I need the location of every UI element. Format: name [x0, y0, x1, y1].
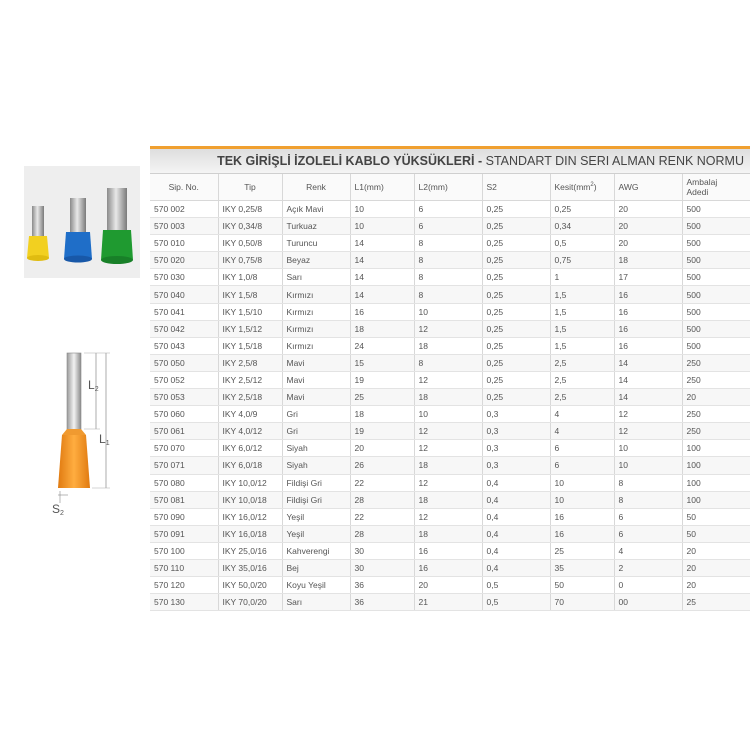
cell-awg: 14 [614, 389, 682, 406]
cell-s2: 0,5 [482, 594, 550, 611]
label-s2: S2 [52, 502, 64, 517]
cell-tip: IKY 6,0/18 [218, 457, 282, 474]
table-row [150, 440, 750, 457]
cell-ambalaj: 100 [682, 457, 750, 474]
cell-l2: 12 [414, 320, 482, 337]
cell-l2: 12 [414, 440, 482, 457]
spec-table [150, 174, 750, 611]
label-l2: L2 [88, 378, 99, 393]
cell-kesit: 10 [550, 474, 614, 491]
cell-l1: 18 [350, 320, 414, 337]
cell-kesit: 50 [550, 577, 614, 594]
cell-tip: IKY 2,5/18 [218, 389, 282, 406]
cell-renk: Mavi [282, 389, 350, 406]
cell-l2: 8 [414, 269, 482, 286]
cell-s2: 0,25 [482, 320, 550, 337]
cell-kesit: 6 [550, 440, 614, 457]
cell-ambalaj: 500 [682, 320, 750, 337]
cell-s2: 0,4 [482, 491, 550, 508]
cell-renk: Fildişi Gri [282, 491, 350, 508]
cell-s2: 0,25 [482, 337, 550, 354]
cell-awg: 16 [614, 303, 682, 320]
cell-kesit: 25 [550, 542, 614, 559]
cell-s2: 0,5 [482, 577, 550, 594]
spec-panel [150, 146, 750, 611]
cell-tip: IKY 2,5/12 [218, 371, 282, 388]
col-ambalaj: Ambalaj Adedi [682, 174, 750, 201]
cell-l2: 20 [414, 577, 482, 594]
cell-s2: 0,25 [482, 252, 550, 269]
cell-l1: 10 [350, 201, 414, 218]
cell-tip: IKY 16,0/18 [218, 525, 282, 542]
cell-tip: IKY 70,0/20 [218, 594, 282, 611]
cell-ambalaj: 50 [682, 508, 750, 525]
cell-tip: IKY 16,0/12 [218, 508, 282, 525]
cell-renk: Sarı [282, 594, 350, 611]
table-row [150, 337, 750, 354]
cell-awg: 16 [614, 320, 682, 337]
cell-kesit: 0,75 [550, 252, 614, 269]
table-row [150, 235, 750, 252]
cell-kesit: 2,5 [550, 389, 614, 406]
cell-tip: IKY 0,50/8 [218, 235, 282, 252]
cell-kesit: 1 [550, 269, 614, 286]
cell-l2: 16 [414, 559, 482, 576]
cell-ambalaj: 500 [682, 337, 750, 354]
cell-l1: 36 [350, 594, 414, 611]
cell-l1: 36 [350, 577, 414, 594]
cell-awg: 16 [614, 337, 682, 354]
cell-renk: Kahverengi [282, 542, 350, 559]
cell-awg: 6 [614, 525, 682, 542]
cell-sip-no: 570 002 [150, 201, 218, 218]
cell-renk: Mavi [282, 371, 350, 388]
table-row [150, 508, 750, 525]
cell-renk: Siyah [282, 440, 350, 457]
cell-awg: 12 [614, 406, 682, 423]
cell-l2: 16 [414, 542, 482, 559]
cell-renk: Kırmızı [282, 286, 350, 303]
cell-sip-no: 570 100 [150, 542, 218, 559]
cell-sip-no: 570 040 [150, 286, 218, 303]
cell-l2: 8 [414, 354, 482, 371]
cell-ambalaj: 500 [682, 303, 750, 320]
cell-awg: 14 [614, 354, 682, 371]
cell-s2: 0,25 [482, 286, 550, 303]
cell-kesit: 0,5 [550, 235, 614, 252]
table-row [150, 491, 750, 508]
cell-sip-no: 570 042 [150, 320, 218, 337]
cell-s2: 0,25 [482, 354, 550, 371]
cell-l2: 12 [414, 474, 482, 491]
header-row [150, 174, 750, 201]
cell-kesit: 10 [550, 491, 614, 508]
cell-tip: IKY 35,0/16 [218, 559, 282, 576]
cell-s2: 0,25 [482, 303, 550, 320]
col-renk: Renk [282, 174, 350, 201]
cell-l1: 25 [350, 389, 414, 406]
cell-s2: 0,25 [482, 201, 550, 218]
cell-tip: IKY 0,25/8 [218, 201, 282, 218]
cell-s2: 0,4 [482, 559, 550, 576]
cell-tip: IKY 4,0/9 [218, 406, 282, 423]
cell-awg: 20 [614, 218, 682, 235]
cell-s2: 0,3 [482, 423, 550, 440]
cell-s2: 0,3 [482, 457, 550, 474]
cell-renk: Bej [282, 559, 350, 576]
cell-sip-no: 570 020 [150, 252, 218, 269]
cell-kesit: 1,5 [550, 337, 614, 354]
cell-awg: 8 [614, 474, 682, 491]
cell-ambalaj: 20 [682, 577, 750, 594]
cell-kesit: 2,5 [550, 354, 614, 371]
cell-sip-no: 570 081 [150, 491, 218, 508]
cell-sip-no: 570 130 [150, 594, 218, 611]
cell-l2: 12 [414, 423, 482, 440]
cell-l2: 18 [414, 525, 482, 542]
cell-ambalaj: 500 [682, 269, 750, 286]
cell-awg: 0 [614, 577, 682, 594]
cell-sip-no: 570 003 [150, 218, 218, 235]
col-tip: Tip [218, 174, 282, 201]
cell-ambalaj: 500 [682, 252, 750, 269]
cell-ambalaj: 25 [682, 594, 750, 611]
cell-l2: 12 [414, 371, 482, 388]
cell-l1: 19 [350, 371, 414, 388]
table-row [150, 354, 750, 371]
table-row [150, 525, 750, 542]
col-kesit: $Kesit(mm^2)$ [550, 174, 614, 201]
cell-kesit: 1,5 [550, 303, 614, 320]
cell-sip-no: 570 010 [150, 235, 218, 252]
cell-l2: 18 [414, 337, 482, 354]
cell-renk: Beyaz [282, 252, 350, 269]
table-row [150, 201, 750, 218]
cell-renk: Kırmızı [282, 320, 350, 337]
cell-awg: 16 [614, 286, 682, 303]
cell-awg: 17 [614, 269, 682, 286]
cell-l1: 20 [350, 440, 414, 457]
cell-sip-no: 570 080 [150, 474, 218, 491]
cell-l1: 14 [350, 235, 414, 252]
table-row [150, 457, 750, 474]
cell-renk: Siyah [282, 457, 350, 474]
cell-l2: 12 [414, 508, 482, 525]
col-l2: L2(mm) [414, 174, 482, 201]
cell-l1: 15 [350, 354, 414, 371]
cell-renk: Sarı [282, 269, 350, 286]
table-title: TEK GİRİŞLİ İZOLELİ KABLO YÜKSÜKLERİ - STANDART DIN SERI ALMAN RENK NORMU [150, 149, 750, 174]
cell-ambalaj: 500 [682, 286, 750, 303]
cell-ambalaj: 250 [682, 371, 750, 388]
cell-s2: 0,3 [482, 406, 550, 423]
cell-s2: 0,4 [482, 542, 550, 559]
ferrule-diagram [40, 343, 120, 518]
cell-l2: 10 [414, 406, 482, 423]
cell-kesit: 0,34 [550, 218, 614, 235]
cell-tip: IKY 2,5/8 [218, 354, 282, 371]
table-row [150, 218, 750, 235]
cell-tip: IKY 0,75/8 [218, 252, 282, 269]
cell-s2: 0,25 [482, 389, 550, 406]
cell-tip: IKY 10,0/12 [218, 474, 282, 491]
cell-awg: 4 [614, 542, 682, 559]
cell-l1: 18 [350, 406, 414, 423]
cell-tip: IKY 1,5/12 [218, 320, 282, 337]
cell-renk: Gri [282, 406, 350, 423]
cell-l2: 8 [414, 235, 482, 252]
cell-renk: Turuncu [282, 235, 350, 252]
cell-l1: 14 [350, 286, 414, 303]
cell-sip-no: 570 030 [150, 269, 218, 286]
cell-l2: 8 [414, 252, 482, 269]
cell-renk: Turkuaz [282, 218, 350, 235]
cell-l1: 22 [350, 474, 414, 491]
table-row [150, 371, 750, 388]
cell-ambalaj: 50 [682, 525, 750, 542]
cell-renk: Yeşil [282, 508, 350, 525]
cell-sip-no: 570 110 [150, 559, 218, 576]
cell-ambalaj: 500 [682, 218, 750, 235]
cell-awg: 10 [614, 440, 682, 457]
table-row [150, 389, 750, 406]
cell-tip: IKY 25,0/16 [218, 542, 282, 559]
cell-s2: 0,4 [482, 508, 550, 525]
table-row [150, 303, 750, 320]
cell-kesit: 70 [550, 594, 614, 611]
cell-ambalaj: 500 [682, 235, 750, 252]
cell-s2: 0,3 [482, 440, 550, 457]
table-row [150, 542, 750, 559]
cell-l1: 28 [350, 491, 414, 508]
cell-tip: IKY 10,0/18 [218, 491, 282, 508]
col-awg: AWG [614, 174, 682, 201]
cell-ambalaj: 250 [682, 354, 750, 371]
cell-ambalaj: 250 [682, 406, 750, 423]
cell-kesit: 1,5 [550, 286, 614, 303]
table-row [150, 577, 750, 594]
cell-sip-no: 570 070 [150, 440, 218, 457]
cell-kesit: 6 [550, 457, 614, 474]
cell-l2: 18 [414, 457, 482, 474]
cell-l1: 24 [350, 337, 414, 354]
cell-tip: IKY 1,5/10 [218, 303, 282, 320]
table-row [150, 423, 750, 440]
cell-l1: 30 [350, 559, 414, 576]
cell-l2: 6 [414, 201, 482, 218]
cell-awg: 18 [614, 252, 682, 269]
cell-l1: 26 [350, 457, 414, 474]
cell-sip-no: 570 071 [150, 457, 218, 474]
product-photo [24, 166, 140, 278]
cell-ambalaj: 250 [682, 423, 750, 440]
cell-renk: Gri [282, 423, 350, 440]
table-row [150, 559, 750, 576]
label-l1: L1 [99, 432, 110, 447]
cell-renk: Yeşil [282, 525, 350, 542]
cell-l1: 28 [350, 525, 414, 542]
cell-l1: 14 [350, 269, 414, 286]
cell-s2: 0,4 [482, 474, 550, 491]
cell-sip-no: 570 060 [150, 406, 218, 423]
cell-sip-no: 570 052 [150, 371, 218, 388]
table-row [150, 320, 750, 337]
cell-tip: IKY 50,0/20 [218, 577, 282, 594]
cell-sip-no: 570 041 [150, 303, 218, 320]
cell-l1: 30 [350, 542, 414, 559]
cell-awg: 8 [614, 491, 682, 508]
cell-kesit: 2,5 [550, 371, 614, 388]
cell-s2: 0,25 [482, 269, 550, 286]
cell-sip-no: 570 053 [150, 389, 218, 406]
cell-ambalaj: 100 [682, 474, 750, 491]
table-row [150, 269, 750, 286]
cell-kesit: 4 [550, 406, 614, 423]
cell-s2: 0,4 [482, 525, 550, 542]
cell-sip-no: 570 061 [150, 423, 218, 440]
cell-awg: 6 [614, 508, 682, 525]
cell-l2: 18 [414, 491, 482, 508]
cell-kesit: 16 [550, 525, 614, 542]
cell-l1: 10 [350, 218, 414, 235]
cell-kesit: 4 [550, 423, 614, 440]
cell-s2: 0,25 [482, 371, 550, 388]
cell-ambalaj: 20 [682, 559, 750, 576]
cell-tip: IKY 1,5/8 [218, 286, 282, 303]
cell-sip-no: 570 091 [150, 525, 218, 542]
cell-s2: 0,25 [482, 235, 550, 252]
cell-awg: 12 [614, 423, 682, 440]
cell-l1: 16 [350, 303, 414, 320]
cell-renk: Fildişi Gri [282, 474, 350, 491]
cell-renk: Kırmızı [282, 337, 350, 354]
cell-sip-no: 570 120 [150, 577, 218, 594]
cell-kesit: 0,25 [550, 201, 614, 218]
table-row [150, 406, 750, 423]
cell-kesit: 35 [550, 559, 614, 576]
cell-l2: 18 [414, 389, 482, 406]
cell-sip-no: 570 090 [150, 508, 218, 525]
cell-kesit: 1,5 [550, 320, 614, 337]
cell-renk: Koyu Yeşil [282, 577, 350, 594]
cell-ambalaj: 20 [682, 542, 750, 559]
cell-awg: 20 [614, 235, 682, 252]
cell-awg: 00 [614, 594, 682, 611]
cell-l2: 21 [414, 594, 482, 611]
table-row [150, 286, 750, 303]
cell-renk: Mavi [282, 354, 350, 371]
cell-l2: 8 [414, 286, 482, 303]
table-row [150, 594, 750, 611]
cell-sip-no: 570 043 [150, 337, 218, 354]
cell-ambalaj: 100 [682, 440, 750, 457]
cell-tip: IKY 1,0/8 [218, 269, 282, 286]
cell-tip: IKY 6,0/12 [218, 440, 282, 457]
cell-sip-no: 570 050 [150, 354, 218, 371]
cell-awg: 14 [614, 371, 682, 388]
cell-l1: 14 [350, 252, 414, 269]
cell-awg: 2 [614, 559, 682, 576]
col-s2: S2 [482, 174, 550, 201]
cell-tip: IKY 0,34/8 [218, 218, 282, 235]
cell-tip: IKY 4,0/12 [218, 423, 282, 440]
cell-l1: 22 [350, 508, 414, 525]
cell-renk: Kırmızı [282, 303, 350, 320]
cell-kesit: 16 [550, 508, 614, 525]
cell-l2: 10 [414, 303, 482, 320]
col-sip-no: Sip. No. [150, 174, 218, 201]
cell-tip: IKY 1,5/18 [218, 337, 282, 354]
table-row [150, 474, 750, 491]
cell-ambalaj: 100 [682, 491, 750, 508]
table-row [150, 252, 750, 269]
cell-renk: Açık Mavi [282, 201, 350, 218]
cell-l2: 6 [414, 218, 482, 235]
cell-s2: 0,25 [482, 218, 550, 235]
cell-ambalaj: 500 [682, 201, 750, 218]
cell-ambalaj: 20 [682, 389, 750, 406]
cell-awg: 10 [614, 457, 682, 474]
col-l1: L1(mm) [350, 174, 414, 201]
cell-awg: 20 [614, 201, 682, 218]
cell-l1: 19 [350, 423, 414, 440]
